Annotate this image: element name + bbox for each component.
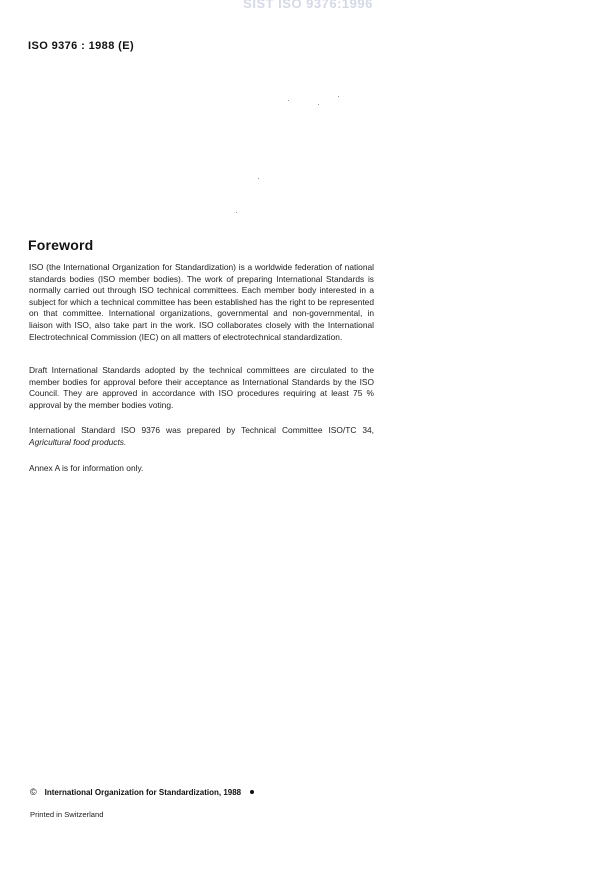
scan-speck [258,178,259,179]
document-watermark: SIST ISO 9376:1996 [243,0,373,11]
copyright-line [30,787,254,797]
foreword-paragraph-3 [29,425,374,448]
scan-speck [236,212,237,213]
bullet-dot-icon [250,790,254,794]
paragraph-3-text: International Standard ISO 9376 was prepared by Technical Committee ISO/TC 34, [29,425,374,435]
printed-in-note: Printed in Switzerland [30,810,104,819]
scan-speck [318,104,319,105]
scan-speck [288,100,289,101]
scan-speck [338,96,339,97]
foreword-paragraph-2: Draft International Standards adopted by the technical committees are circulated to the member bodies for approval before their acceptance as International Standards by the ISO Council. They are approved in accordance with ISO procedures requiring at least 75 % approval by the member bodies voting. [29,365,374,410]
committee-title: Agricultural food products. [29,436,127,447]
copyright-text: International Organization for Standardization, 1988 [44,788,242,797]
foreword-heading: Foreword [28,237,94,253]
copyright-icon: © [30,787,37,797]
document-id: ISO 9376 : 1988 (E) [28,40,135,52]
foreword-paragraph-1: ISO (the International Organization for Standardization) is a worldwide federation of national standards bodies (ISO member bodies). The work of preparing International Standards is normally carried out through ISO technical committees. Each member body interested in a subject for which a technical committee has been established has the right to be represented on that committee. International organizations, governmental and non-governmental, in liaison with ISO, also take part in the work. ISO collaborates closely with the International Electrotechnical Commission (IEC) on all matters of electrotechnical standardization. [29,262,374,342]
foreword-paragraph-4: Annex A is for information only. [29,463,144,473]
